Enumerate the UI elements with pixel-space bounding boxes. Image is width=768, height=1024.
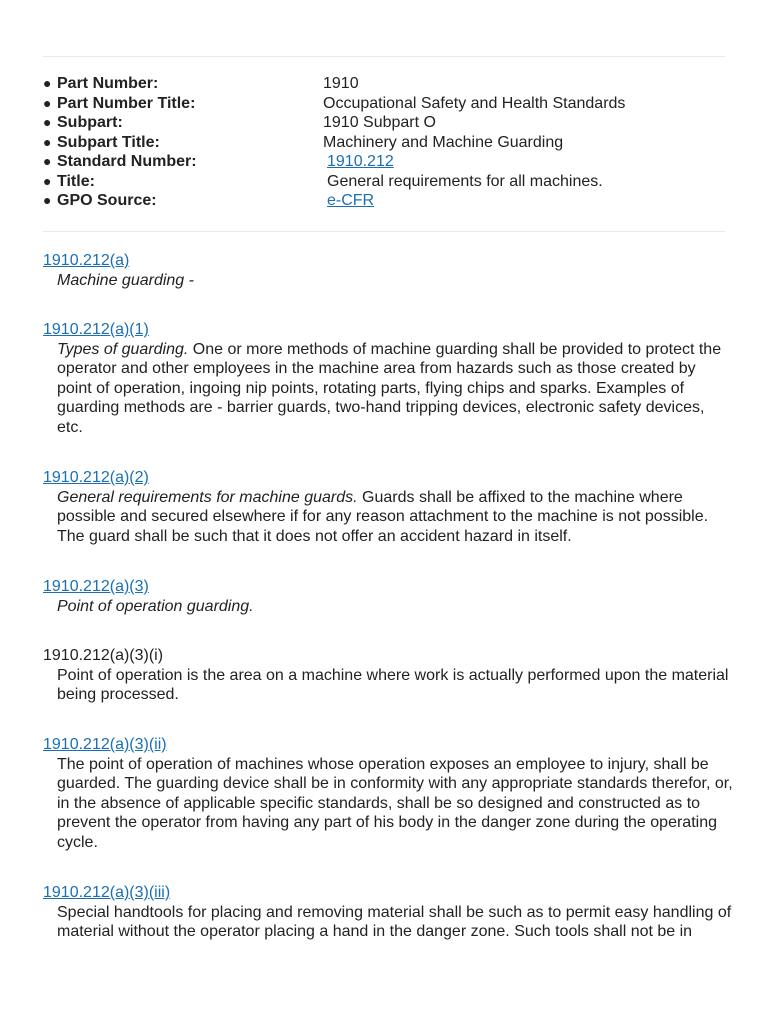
section-id: 1910.212(a)(3)(i): [43, 647, 164, 664]
section-body: [43, 666, 733, 705]
section-link[interactable]: 1910.212(a)(3)(iii): [43, 884, 171, 901]
section-text: One or more methods of machine guarding shall be provided to protect the operator and other employees in the machine area from hazards such as those created by point of operation, ingoing nip points, rotating parts, flying chips and sparks. Examples of guarding methods are - barrier guards, two-hand tripping devices, electronic safety devices, etc.: [57, 340, 722, 436]
bullet-icon: ●: [43, 94, 52, 111]
standard-number-link[interactable]: 1910.212: [327, 153, 394, 170]
gpo-source-link[interactable]: e-CFR: [327, 192, 375, 209]
bullet-icon: ●: [43, 114, 52, 130]
meta-row: [43, 191, 733, 211]
meta-row: [43, 133, 733, 153]
meta-row: [43, 152, 733, 172]
section-body: [43, 488, 733, 547]
section-link[interactable]: 1910.212(a)(1): [43, 321, 149, 338]
section-heading: Types of guarding.: [57, 340, 189, 358]
meta-label: Part Number:: [57, 75, 159, 92]
bullet-icon: ●: [43, 75, 52, 91]
section-a-3: [43, 577, 733, 616]
section-a-3-i: [43, 646, 733, 705]
section-link[interactable]: 1910.212(a)(3)(ii): [43, 736, 167, 753]
meta-label: Subpart:: [57, 114, 123, 131]
section-heading: Point of operation guarding.: [57, 597, 254, 615]
section-heading: General requirements for machine guards.: [57, 488, 358, 506]
bullet-icon: ●: [43, 192, 52, 208]
meta-value: 1910 Subpart O: [323, 114, 436, 131]
meta-row: [43, 74, 733, 94]
section-text: Special handtools for placing and removing material shall be such as to permit easy handling of material without the operator placing a hand in the danger zone. Such tools shall not be in: [57, 903, 732, 940]
metadata-list: [43, 74, 733, 211]
section-body: [43, 597, 733, 617]
meta-value: General requirements for all machines.: [327, 172, 603, 190]
section-body: [43, 903, 733, 942]
meta-label: Standard Number:: [57, 153, 197, 170]
meta-value: 1910: [323, 75, 359, 92]
section-body: [43, 340, 733, 438]
section-link[interactable]: 1910.212(a)(3): [43, 578, 149, 595]
bullet-icon: ●: [43, 153, 52, 169]
section-body: [43, 755, 733, 853]
meta-label: Part Number Title:: [57, 94, 196, 112]
section-a-1: [43, 320, 733, 437]
section-text: Point of operation is the area on a machine where work is actually performed upon the material being processed.: [57, 666, 729, 703]
section-heading: Machine guarding -: [57, 271, 194, 289]
metadata-divider: [43, 231, 725, 232]
section-link[interactable]: 1910.212(a)(2): [43, 469, 149, 486]
section-body: [43, 271, 733, 291]
meta-value: Occupational Safety and Health Standards: [323, 94, 626, 112]
meta-value: Machinery and Machine Guarding: [323, 133, 564, 151]
section-a: [43, 251, 733, 290]
section-text: Guards shall be affixed to the machine where possible and secured elsewhere if for any reason attachment to the machine is not possible. The guard shall be such that it does not offer an accident hazard in itself.: [57, 488, 709, 545]
meta-label: Title:: [57, 172, 95, 190]
meta-row: [43, 172, 733, 192]
section-a-2: [43, 468, 733, 546]
meta-label: GPO Source:: [57, 192, 157, 209]
section-a-3-ii: [43, 735, 733, 852]
meta-label: Subpart Title:: [57, 133, 160, 151]
section-a-3-iii: [43, 883, 733, 942]
top-divider: [43, 56, 725, 57]
bullet-icon: ●: [43, 133, 52, 150]
section-text: The point of operation of machines whose operation exposes an employee to injury, shall be guarded. The guarding device shall be in conformity with any appropriate standards therefor, or, in the absence of applicable specific standards, shall be so designed and constructed as to prevent the operator from having any part of his body in the danger zone during the operating cycle.: [57, 755, 733, 851]
meta-row: [43, 113, 733, 133]
meta-row: [43, 94, 733, 114]
bullet-icon: ●: [43, 172, 52, 189]
section-link[interactable]: 1910.212(a): [43, 252, 130, 269]
